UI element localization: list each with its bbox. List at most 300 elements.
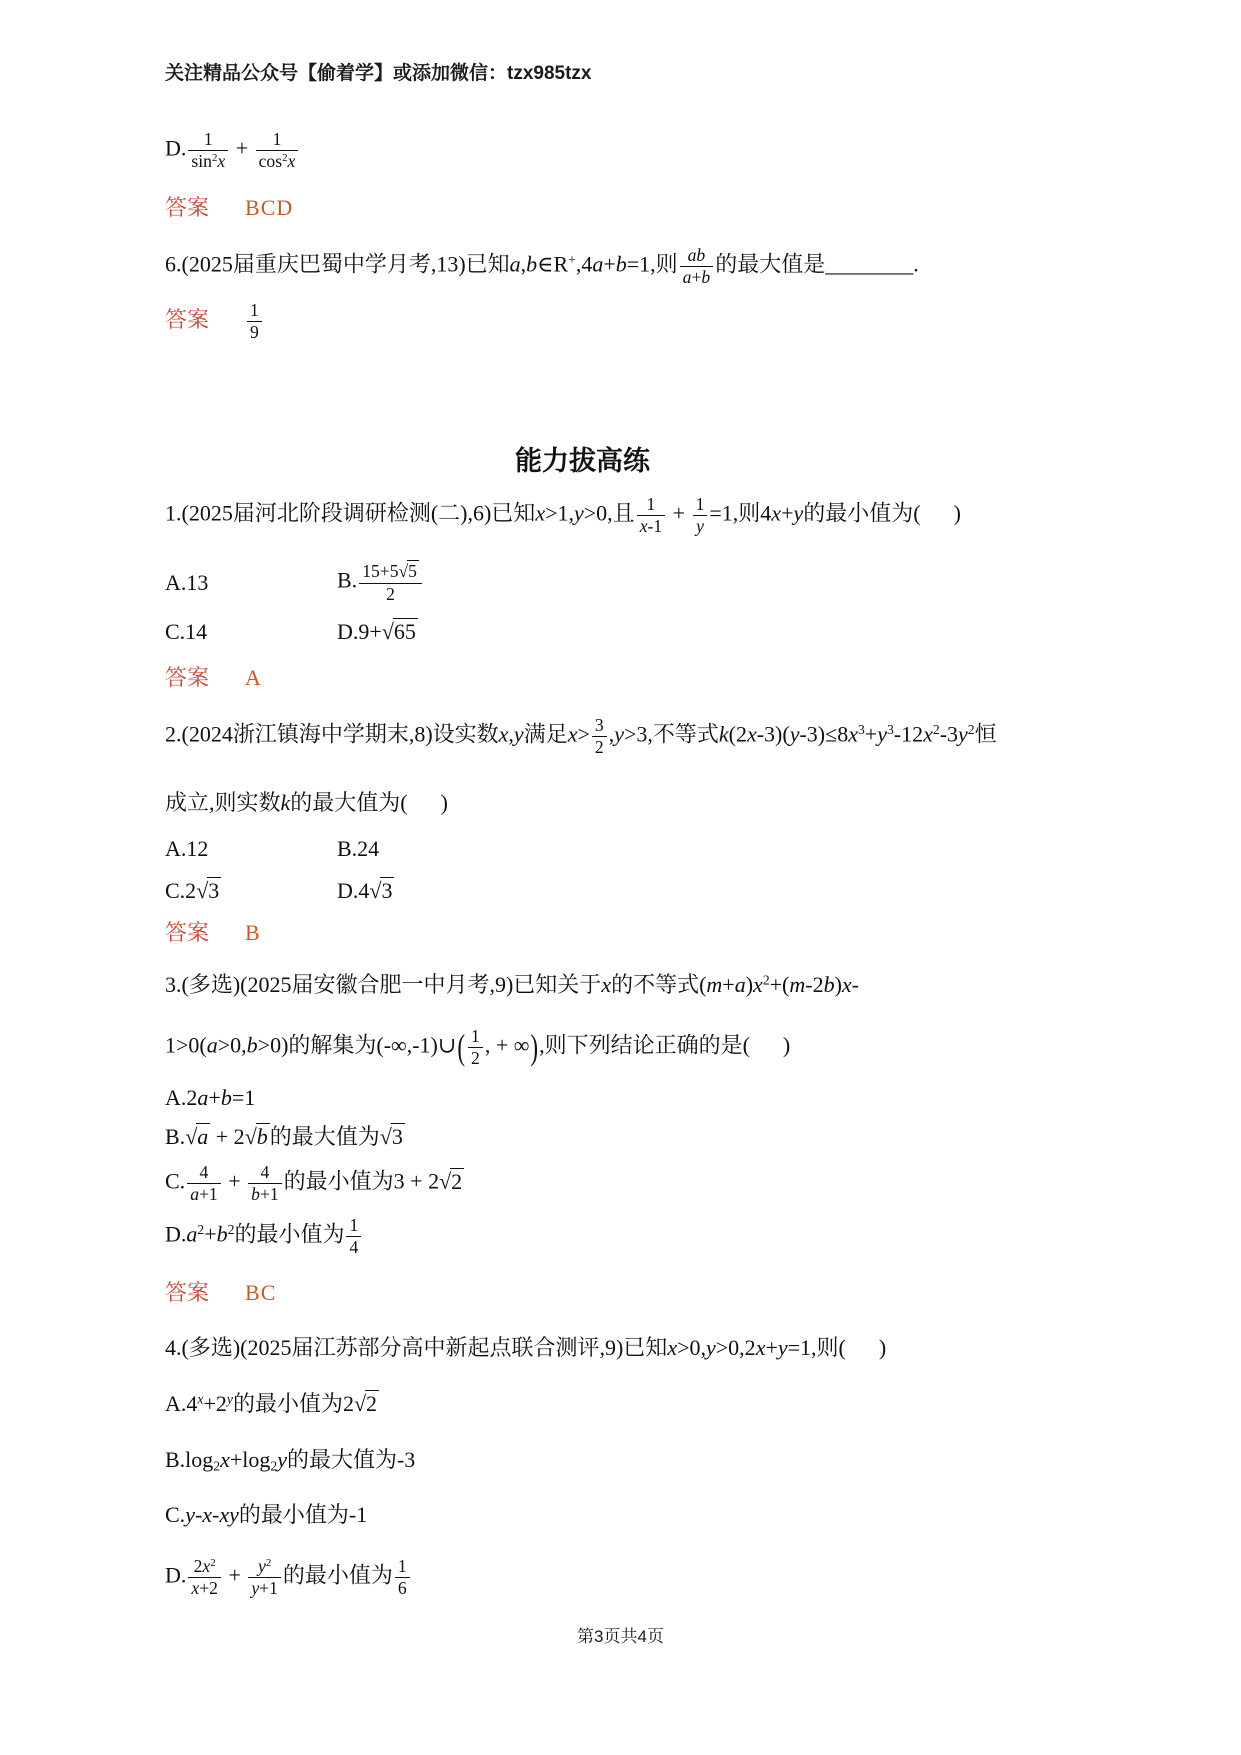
math-text: 的最大值为( ) (290, 790, 448, 816)
math-variable: x (217, 151, 226, 172)
question2-options (165, 834, 1175, 905)
radical-sign: √ (353, 1390, 366, 1416)
question2-stem-line2 (165, 788, 1175, 818)
fraction (346, 1215, 361, 1258)
math-variable: x (639, 516, 648, 537)
option-c (165, 1500, 1175, 1530)
option-b (165, 1445, 1175, 1475)
math-variable: a (682, 266, 692, 287)
math-variable: x (202, 1555, 211, 1576)
superscript: 2 (265, 1556, 272, 1569)
math-text: 2.(2024浙江镇海中学期末,8)设实数 (165, 721, 499, 747)
option-c (165, 876, 221, 906)
square-root (354, 1390, 379, 1416)
math-text: A.13 (165, 570, 209, 596)
radicand (256, 1123, 270, 1149)
math-variable: a (186, 1222, 198, 1247)
superscript: 2 (197, 1222, 205, 1238)
fraction (693, 494, 708, 537)
math-text: D.9+ (337, 618, 382, 644)
math-text: ,4 (575, 251, 593, 277)
denominator (256, 151, 299, 172)
fraction (680, 245, 714, 288)
math-text: 1 (646, 494, 656, 515)
math-text: 4 (199, 1162, 209, 1183)
question3-stem-line1 (165, 970, 1175, 1000)
math-text: +2 (199, 1578, 218, 1599)
option-c (165, 617, 207, 647)
math-text: 3 (381, 877, 393, 903)
big-paren: ) (530, 1026, 539, 1067)
math-text: =1,则 (626, 251, 678, 277)
radicand (380, 877, 394, 903)
denominator (468, 1048, 483, 1069)
superscript: 2 (282, 152, 288, 165)
math-variable: x (746, 721, 757, 747)
denominator (188, 151, 228, 172)
numerator (247, 300, 262, 322)
numerator (248, 1556, 281, 1578)
denominator (346, 1237, 361, 1258)
math-text: + (222, 1168, 247, 1194)
answer-label: 答案 (165, 1279, 210, 1305)
math-text: 4 (349, 1237, 359, 1258)
math-variable: y (258, 1555, 266, 1576)
math-text: 的最小值为 (234, 1222, 345, 1247)
math-text: -3)≤8 (799, 721, 849, 747)
math-variable: a (197, 1124, 209, 1150)
question3-options (165, 1083, 1175, 1259)
big-paren: ( (457, 1026, 466, 1067)
math-text: B.log (165, 1446, 214, 1472)
math-text: 6.(2025届重庆巴蜀中学月考,13)已知 (165, 251, 510, 277)
denominator (680, 267, 714, 288)
math-text: , + ∞ (484, 1032, 530, 1058)
math-text: + (691, 266, 702, 287)
square-root (369, 877, 394, 903)
denominator (395, 1578, 410, 1599)
denominator (693, 516, 708, 537)
math-text: +2 (203, 1390, 227, 1416)
math-text: -2 (805, 971, 824, 997)
radical-sign: √ (381, 618, 393, 644)
math-text: >0,2 (715, 1335, 756, 1361)
math-text: 2 (193, 1555, 203, 1576)
math-text: D.4 (337, 877, 370, 903)
math-text: 2 (366, 1390, 378, 1416)
math-text: 3 (391, 1124, 403, 1150)
math-text: -3 (939, 721, 959, 747)
denominator (248, 1184, 282, 1205)
math-variable: b (246, 1032, 258, 1058)
math-text: +( (769, 971, 790, 997)
numerator (187, 1162, 221, 1184)
denominator (188, 1578, 221, 1599)
math-text: 1>0( (165, 1032, 207, 1058)
radical-sign: √ (439, 1168, 451, 1194)
denominator (592, 737, 607, 758)
math-variable: y (877, 721, 887, 747)
math-text: >0)的解集为(-∞,-1)∪ (257, 1032, 457, 1058)
math-variable: b (615, 251, 627, 277)
math-variable: m (789, 971, 806, 997)
math-text: - (194, 1502, 203, 1528)
math-text: 4 (260, 1162, 270, 1183)
radical-sign: √ (185, 1124, 197, 1150)
math-variable: b (256, 1124, 268, 1150)
math-text: + (864, 721, 878, 747)
superscript: 3 (886, 722, 894, 738)
math-text: 4.(多选)(2025届江苏部分高中新起点联合测评,9)已知 (165, 1335, 668, 1361)
numerator (592, 715, 607, 737)
math-text: A.4 (165, 1390, 198, 1416)
math-text: 1 (250, 300, 259, 321)
superscript: x (197, 1391, 204, 1407)
radical-sign: √ (398, 561, 408, 582)
math-text: sin (191, 151, 212, 172)
fraction (395, 1556, 410, 1599)
math-text: 的最大值为-3 (286, 1446, 416, 1472)
denominator (359, 584, 422, 605)
math-text: 1 (695, 494, 705, 515)
question1-stem (165, 494, 1175, 537)
answer-label: 答案 (165, 920, 210, 946)
math-variable: a (734, 971, 746, 997)
superscript: 2 (967, 722, 975, 738)
math-text: -1 (647, 516, 663, 537)
math-text: 2 (451, 1168, 463, 1194)
math-text: +1 (259, 1184, 279, 1205)
math-variable: y (789, 721, 800, 747)
answer-label: 答案 (165, 195, 210, 221)
math-variable: x (841, 971, 852, 997)
math-variable: y (793, 500, 804, 526)
denominator (187, 1184, 221, 1205)
question1-answer-row (165, 664, 1175, 693)
math-text: + (781, 500, 794, 526)
math-text: (2 (728, 721, 747, 747)
math-text: -3)( (756, 721, 790, 747)
superscript: 2 (932, 722, 940, 738)
math-text: 的最小值为( ) (803, 500, 961, 526)
answer-value: BC (245, 1279, 277, 1305)
numerator (680, 245, 714, 267)
math-text: =1 (231, 1084, 256, 1110)
math-variable: b (701, 266, 711, 287)
math-text: C.14 (165, 618, 208, 644)
math-text: , (520, 251, 527, 277)
math-text: 1 (272, 129, 282, 149)
radicand (393, 618, 418, 644)
math-text: 6 (397, 1578, 407, 1599)
math-text: 的最大值为 (269, 1124, 380, 1150)
math-variable: b (220, 1084, 232, 1110)
subscript: 2 (213, 1457, 221, 1473)
math-variable: b (251, 1184, 260, 1205)
option-c (165, 1162, 1175, 1205)
option-d (165, 1556, 1175, 1599)
question4-stem (165, 1333, 1175, 1363)
option-b (337, 561, 424, 604)
answer-value: BCD (245, 195, 294, 221)
numerator (188, 1556, 221, 1578)
math-variable: x (753, 971, 763, 997)
math-text: ) (834, 971, 842, 997)
math-variable: x (191, 1578, 200, 1599)
superscript: + (568, 251, 576, 267)
math-text: ,则下列结论正确的是( ) (539, 1032, 791, 1058)
math-text: 的不等式( (611, 971, 707, 997)
fraction (256, 129, 299, 172)
math-text: + (722, 971, 735, 997)
math-text: 的最小值为-1 (238, 1502, 368, 1528)
math-variable: a (592, 251, 604, 277)
math-text: C.2 (165, 877, 197, 903)
question3-answer-row (165, 1279, 1175, 1308)
math-variable: y (706, 1335, 716, 1361)
option-a (165, 568, 208, 598)
answer-label: 答案 (165, 665, 210, 691)
denominator (248, 1578, 281, 1599)
math-text: - (851, 971, 859, 997)
question2-answer-row (165, 919, 1175, 948)
question3-stem-line2 (165, 1026, 1175, 1069)
math-variable: a (190, 1184, 199, 1205)
math-text: B.24 (337, 835, 380, 861)
numerator (248, 1162, 282, 1184)
section-title: 能力拔高练 (515, 446, 650, 477)
math-text: D. (165, 135, 187, 161)
square-root (380, 1123, 405, 1149)
radicand (196, 1123, 210, 1149)
math-text: A.12 (165, 835, 209, 861)
math-variable: x (498, 721, 509, 747)
fraction (592, 715, 607, 758)
math-text: >0, (677, 1335, 706, 1361)
question4-options (165, 1389, 1175, 1599)
square-root (439, 1168, 464, 1194)
math-variable: y (185, 1502, 195, 1528)
square-root (196, 877, 221, 903)
math-text: + (765, 1335, 778, 1361)
math-text: =1,则4 (709, 500, 772, 526)
radical-sign: √ (379, 1124, 391, 1150)
math-text: +1 (259, 1578, 278, 1599)
option-b (165, 1122, 1175, 1152)
numerator (256, 129, 299, 151)
math-variable: a (206, 1032, 218, 1058)
denominator (637, 516, 665, 537)
question6-stem (165, 245, 1175, 288)
radicand (365, 1390, 379, 1416)
fraction (188, 1556, 221, 1599)
answer-value-fraction (245, 300, 264, 343)
math-variable: x (923, 721, 933, 747)
radicand (391, 1123, 405, 1149)
page-header: 关注精品公众号【偷着学】或添加微信：tzx985tzx (165, 63, 592, 84)
question1-options (165, 561, 1175, 646)
math-text: C. (165, 1168, 186, 1194)
math-text: A.2 (165, 1084, 198, 1110)
math-text: 的最小值为2 (232, 1390, 354, 1416)
math-text: , (608, 721, 615, 747)
math-variable: k (280, 790, 291, 816)
fraction (248, 1162, 282, 1205)
math-text: 1 (397, 1555, 407, 1576)
math-variable: xy (219, 1502, 239, 1528)
square-root (382, 618, 418, 644)
radicand (450, 1168, 464, 1194)
radicand (207, 877, 221, 903)
radical-sign: √ (369, 877, 381, 903)
fraction (247, 300, 262, 343)
math-text: 2 (386, 583, 395, 604)
superscript: 2 (762, 972, 770, 988)
math-variable: a (197, 1084, 209, 1110)
math-variable: ab (687, 244, 706, 265)
math-text: 1 (471, 1025, 480, 1046)
numerator (693, 494, 708, 516)
worksheet-content (165, 0, 1175, 1599)
math-variable: x (287, 151, 296, 172)
math-variable: x (202, 1502, 213, 1528)
option-d (337, 876, 394, 906)
math-text: 15+5 (362, 561, 399, 582)
math-text: >0, (217, 1032, 247, 1058)
math-text: + (603, 251, 616, 277)
option-a (165, 1083, 1175, 1113)
superscript: 2 (210, 1556, 216, 1569)
radical-sign: √ (244, 1124, 256, 1150)
math-text: >0,且 (583, 500, 635, 526)
math-text: 2 (471, 1047, 480, 1068)
math-text: + (204, 1222, 217, 1247)
math-variable: y (958, 721, 968, 747)
radical-sign: √ (196, 877, 208, 903)
option-d (337, 617, 418, 647)
math-variable: y (696, 516, 704, 537)
math-variable: x (755, 1335, 766, 1361)
numerator (359, 561, 422, 583)
math-variable: y (277, 1446, 287, 1472)
math-text: B. (337, 568, 358, 594)
math-text: 的最小值为 (282, 1562, 393, 1588)
numerator (395, 1556, 410, 1578)
math-text: cos (258, 151, 283, 172)
math-text: - (212, 1502, 220, 1528)
answer-label: 答案 (165, 306, 210, 332)
math-text: ∈R (537, 251, 569, 277)
fraction (637, 494, 665, 537)
math-text: + (230, 135, 254, 161)
option-a (165, 834, 208, 864)
math-text: + (222, 1562, 247, 1588)
numerator (346, 1215, 361, 1237)
math-text: 3 (594, 714, 604, 735)
math-variable: b (823, 971, 835, 997)
math-text: 3 (208, 877, 220, 903)
math-text: 恒 (974, 721, 997, 747)
answer-value: B (245, 920, 261, 946)
math-text: 1.(2025届河北阶段调研检测(二),6)已知 (165, 500, 536, 526)
math-variable: y (574, 500, 584, 526)
page-number: 第3页共4页 (577, 1627, 664, 1646)
math-text: -12 (893, 721, 924, 747)
superscript: 3 (857, 722, 865, 738)
math-variable: a (509, 251, 521, 277)
denominator (247, 322, 262, 343)
math-variable: y (614, 721, 624, 747)
math-text: >1, (545, 500, 574, 526)
superscript: 2 (211, 152, 218, 165)
math-text: 1 (203, 129, 213, 149)
question2-stem-line1 (165, 715, 1175, 758)
math-text: 的最小值为3 + 2 (283, 1168, 440, 1194)
math-variable: x (771, 500, 782, 526)
math-text: + (208, 1084, 221, 1110)
math-text: D. (165, 1222, 187, 1247)
math-variable: x (601, 971, 612, 997)
math-text: 65 (393, 618, 416, 644)
math-text: 3.(多选)(2025届安徽合肥一中月考,9)已知关于 (165, 971, 602, 997)
option-d (165, 1215, 1175, 1258)
math-text: 成立,则实数 (165, 790, 281, 816)
math-variable: y (513, 721, 524, 747)
answer-value: A (245, 665, 262, 691)
math-text: =1,则( ) (787, 1335, 887, 1361)
math-text: 5 (408, 561, 417, 582)
math-text: 满足 (523, 721, 568, 747)
math-variable: b (216, 1222, 228, 1247)
subscript: 2 (270, 1457, 278, 1473)
math-variable: x (535, 500, 546, 526)
option-b (337, 834, 379, 864)
prev-question-answer-row (165, 194, 1175, 223)
math-text: +1 (198, 1184, 218, 1205)
math-text: >3,不等式 (623, 721, 719, 747)
fraction (187, 1162, 221, 1205)
fraction (188, 129, 228, 172)
numerator (637, 494, 665, 516)
math-text: + (667, 500, 691, 526)
math-variable: x (220, 1446, 230, 1472)
math-text: B. (165, 1124, 186, 1150)
square-root (399, 560, 419, 581)
numerator (188, 129, 228, 151)
math-text: 2 (594, 737, 604, 758)
math-variable: x (848, 721, 858, 747)
math-text: , (508, 721, 514, 747)
math-text: 的最大值是________. (715, 251, 919, 277)
math-text: ) (745, 971, 754, 997)
math-text: > (577, 721, 590, 747)
math-variable: m (706, 971, 723, 997)
superscript: 2 (227, 1222, 235, 1238)
math-variable: x (567, 721, 578, 747)
square-root (245, 1123, 270, 1149)
math-variable: y (777, 1335, 788, 1361)
fraction (468, 1026, 483, 1069)
option-a (165, 1389, 1175, 1419)
math-variable: y (251, 1578, 260, 1599)
math-text: 1 (349, 1215, 359, 1236)
math-text: + 2 (210, 1124, 245, 1150)
math-text: D. (165, 1562, 187, 1588)
numerator (468, 1026, 483, 1048)
math-variable: k (718, 721, 729, 747)
square-root (185, 1123, 210, 1149)
math-text: C. (165, 1502, 186, 1528)
